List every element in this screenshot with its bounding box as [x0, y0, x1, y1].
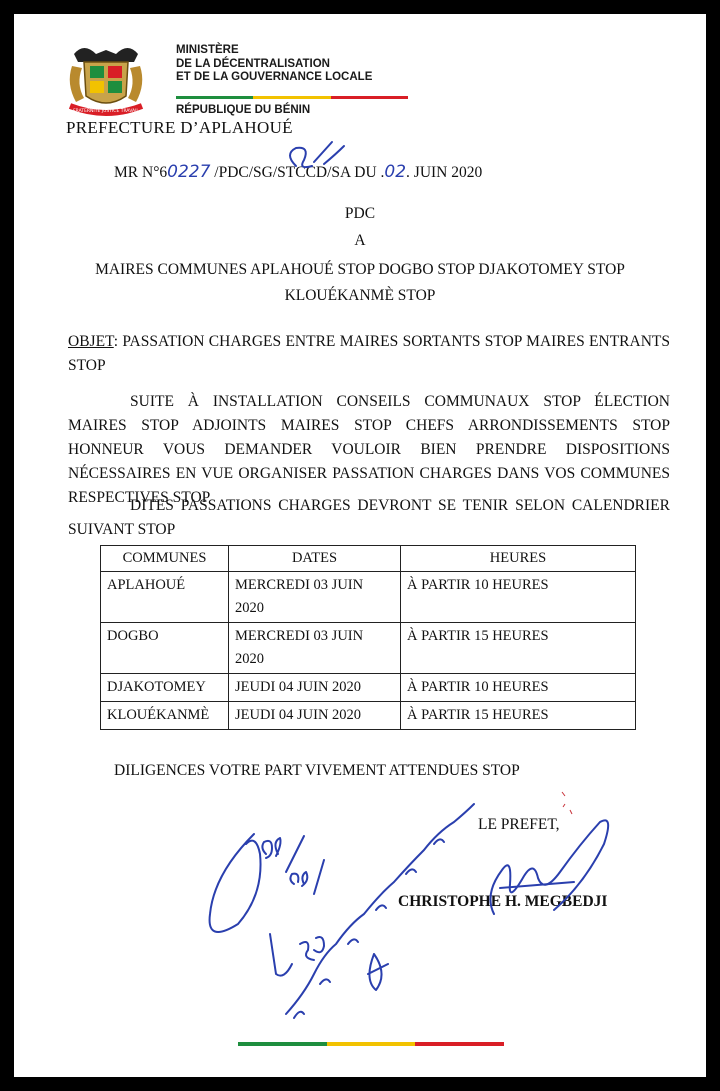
red-ink-specks: [562, 792, 572, 814]
document-page: [14, 14, 706, 1077]
closing-line: DILIGENCES VOTRE PART VIVEMENT ATTENDUES STOP: [114, 762, 520, 779]
prefect-signature: [500, 882, 574, 888]
body-paragraph-1: SUITE À INSTALLATION CONSEILS COMMUNAUX STOP ÉLECTION MAIRES STOP ADJOINTS MAIRES STOP CHEFS ARRONDISSEMENTS STOP HONNEUR VOUS DEMANDER VOULOIR BIEN PRENDRE DISPOSITIONS NÉCESSAIRES EN VUE ORGANISER PASSATION CHARGES DANS VOS COMMUNES RESPECTIVES STOP: [68, 393, 670, 506]
flag-stripe-bottom: [238, 1042, 504, 1046]
to-word: A: [354, 232, 366, 249]
cell-date: MERCREDI 03 JUIN 2020: [229, 623, 401, 674]
cell-commune: APLAHOUÉ: [101, 572, 229, 623]
cell-date: JEUDI 04 JUIN 2020: [229, 702, 401, 730]
reference-number: 0227: [167, 162, 211, 182]
signatory-name: CHRISTOPHE H. MEGBEDJI: [398, 893, 608, 910]
header-heures: HEURES: [401, 546, 636, 572]
recipients-line-2: KLOUÉKANMÈ STOP: [284, 287, 436, 304]
handwritten-date: [314, 860, 324, 894]
prefecture-title: PREFECTURE D’APLAHOUÉ: [66, 118, 293, 137]
cell-heure: À PARTIR 10 HEURES: [401, 572, 636, 623]
ministry-line: DE LA DÉCENTRALISATION: [176, 57, 330, 70]
emblem-motto: FRATERNITÉ JUSTICE TRAVAIL: [73, 109, 139, 114]
handwritten-loop: [210, 834, 261, 932]
body-paragraph-2: DITES PASSATIONS CHARGES DEVRONT SE TENIR SELON CALENDRIER SUIVANT STOP: [68, 497, 670, 538]
reference-suffix: . JUIN 2020: [406, 164, 483, 181]
handwritten-note: [294, 839, 444, 1018]
header-dates: DATES: [229, 546, 401, 572]
objet-text: : PASSATION CHARGES ENTRE MAIRES SORTANTS STOP MAIRES ENTRANTS STOP: [68, 333, 670, 374]
cell-commune: KLOUÉKANMÈ: [101, 702, 229, 730]
cell-heure: À PARTIR 15 HEURES: [401, 623, 636, 674]
initials-mark: [314, 142, 344, 164]
cell-heure: À PARTIR 10 HEURES: [401, 674, 636, 702]
cell-heure: À PARTIR 15 HEURES: [401, 702, 636, 730]
signatory-title: LE PREFET,: [478, 816, 560, 833]
ministry-line: MINISTÈRE: [176, 44, 239, 56]
handwritten-mark: [368, 954, 388, 990]
handwritten-date: [286, 836, 304, 872]
reference-day: 02: [384, 162, 407, 182]
republic-name: RÉPUBLIQUE DU BÉNIN: [176, 104, 311, 116]
cell-date: JEUDI 04 JUIN 2020: [229, 674, 401, 702]
handwritten-date: [262, 838, 280, 858]
recipients-line-1: MAIRES COMMUNES APLAHOUÉ STOP DOGBO STOP DJAKOTOMEY STOP: [95, 261, 625, 278]
reference-middle: /PDC/SG/STCCD/SA DU .: [210, 164, 385, 181]
initials-mark: [290, 148, 312, 167]
cell-date: MERCREDI 03 JUIN 2020: [229, 572, 401, 623]
objet-label: OBJET: [68, 333, 114, 350]
ministry-line: ET DE LA GOUVERNANCE LOCALE: [176, 71, 373, 83]
handwritten-annotations: [14, 14, 706, 1077]
handwritten-date: [290, 872, 307, 886]
cell-commune: DOGBO: [101, 623, 229, 674]
reference-prefix: MR N°6: [114, 164, 168, 181]
prefect-signature: [490, 820, 608, 914]
cell-commune: DJAKOTOMEY: [101, 674, 229, 702]
header-communes: COMMUNES: [101, 546, 229, 572]
sender: PDC: [344, 205, 376, 222]
